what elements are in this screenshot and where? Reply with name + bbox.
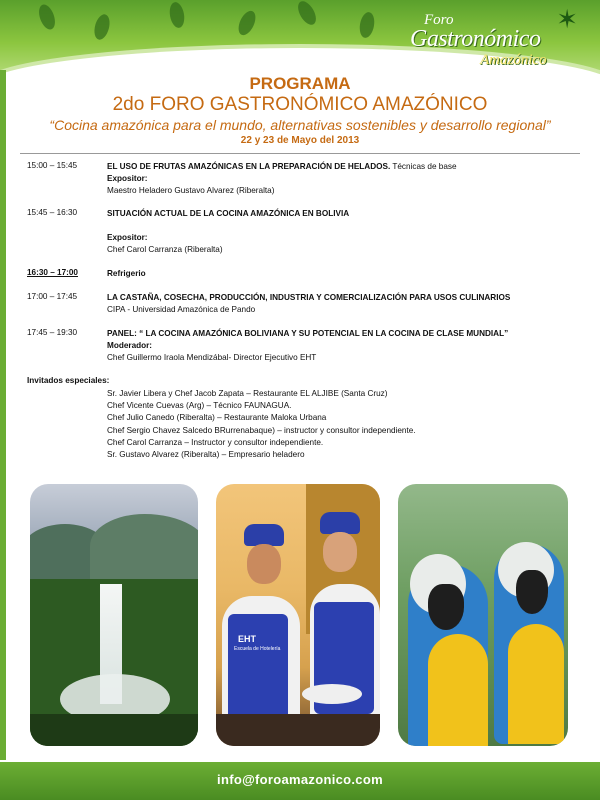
moderator-label: Moderador: [107, 341, 153, 350]
program-time: 17:45 – 19:30 [27, 328, 78, 337]
logo-line-foro: Foro [424, 12, 454, 28]
session-title: PANEL: “ LA COCINA AMAZÓNICA BOLIVIANA Y SU POTENCIAL EN LA COCINA DE CLASE MUNDIAL” [107, 329, 509, 338]
event-tagline: “Cocina amazónica para el mundo, alternativas sostenibles y desarrollo regional” [49, 117, 551, 133]
logo-line-gastronomico: Gastronómico [410, 26, 541, 52]
header-banner [0, 0, 600, 78]
title-block [0, 74, 600, 148]
guests-label: Invitados especiales: [27, 376, 110, 385]
program-time: 17:00 – 17:45 [27, 292, 78, 301]
foro-logo [410, 4, 578, 72]
guest-item: Chef Vicente Cuevas (Arg) – Técnico FAUNAGUA. [107, 401, 292, 411]
program-time: 16:30 – 17:00 [27, 268, 78, 277]
speaker-label: Expositor: [107, 233, 148, 242]
chefs-photo [216, 484, 380, 746]
macaws-photo [398, 484, 568, 746]
guest-item: Chef Sergio Chavez Salcedo BRurrenabaque) – instructor y consultor independiente. [107, 425, 416, 435]
program-time: 15:00 – 15:45 [27, 161, 78, 170]
session-organizer: CIPA - Universidad Amazónica de Pando [107, 305, 256, 314]
speaker-name: Maestro Heladero Gustavo Alvarez (Riberalta) [107, 186, 275, 195]
session-subtitle: Técnicas de base [390, 162, 457, 171]
guest-item: Sr. Javier Libera y Chef Jacob Zapata – Restaurante EL ALJIBE (Santa Cruz) [107, 389, 388, 398]
speaker-name: Chef Carol Carranza (Riberalta) [107, 245, 223, 254]
speaker-label: Expositor: [107, 174, 148, 183]
waterfall-photo [30, 484, 198, 746]
moderator-name: Chef Guillermo Iraola Mendizábal- Director Ejecutivo EHT [107, 353, 317, 362]
side-accent-line [0, 70, 6, 760]
program-time: 15:45 – 16:30 [27, 208, 78, 217]
session-title: SITUACIÓN ACTUAL DE LA COCINA AMAZÓNICA EN BOLIVIA [107, 209, 350, 218]
apron-subtext: Escuela de Hotelería [234, 646, 281, 652]
event-dates: 22 y 23 de Mayo del 2013 [240, 135, 360, 146]
title-divider [20, 153, 580, 154]
guest-item: Sr. Gustavo Alvarez (Riberalta) – Empresario heladero [107, 450, 305, 460]
logo-line-amazonico: Amazónico [480, 52, 547, 68]
guest-item: Chef Julio Canedo (Riberalta) – Restaurante Maloka Urbana [107, 413, 327, 423]
break-label: Refrigerio [107, 269, 146, 278]
apron-logo: EHT [238, 634, 256, 644]
footer-bar [0, 762, 600, 800]
session-title: LA CASTAÑA, COSECHA, PRODUCCIÓN, INDUSTRIA Y COMERCIALIZACIÓN PARA USOS CULINARIOS [107, 293, 511, 302]
session-title: EL USO DE FRUTAS AMAZÓNICAS EN LA PREPARACIÓN DE HELADOS. [107, 162, 391, 171]
programa-heading: PROGRAMA [249, 74, 351, 93]
guests-list [107, 388, 416, 461]
event-title: 2do FORO GASTRONÓMICO AMAZÓNICO [112, 94, 488, 115]
guest-item: Chef Carol Carranza – Instructor y consultor independiente. [107, 437, 324, 447]
contact-email[interactable]: info@foroamazonico.com [217, 772, 383, 787]
palm-tree-icon: ✶ [556, 4, 578, 34]
